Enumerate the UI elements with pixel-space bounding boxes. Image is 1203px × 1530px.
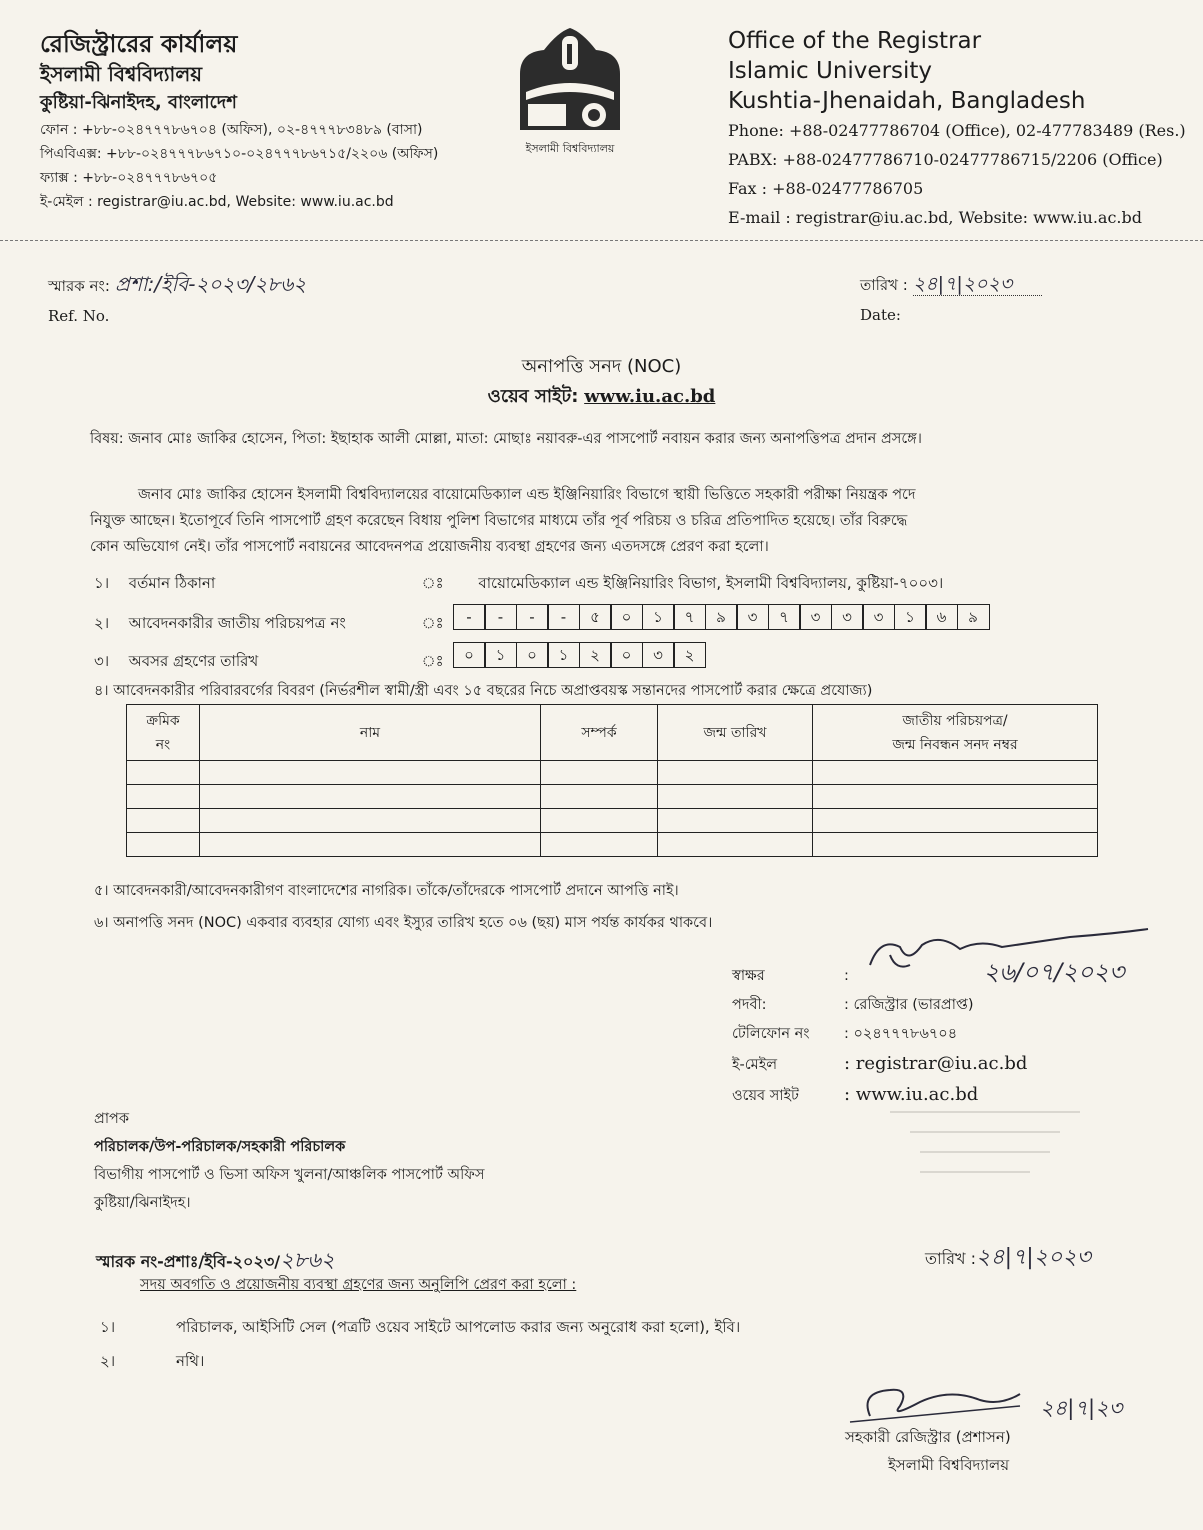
bn-office-title: রেজিস্ট্রারের কার্যালয়	[40, 30, 238, 58]
header-divider	[0, 240, 1203, 241]
body-line-3: কোন অভিযোগ নেই। তাঁর পাসপোর্ট নবায়নের আবেদনপত্র প্রয়োজনীয় ব্যবস্থা গ্রহণের জন্য এতদসঙ্গে প্রেরণ করা হলো।	[90, 539, 769, 555]
copy-item-2-number: ২।	[100, 1352, 116, 1370]
subject-line: বিষয়: জনাব মোঃ জাকির হোসেন, পিতা: ইছাহাক আলী মোল্লা, মাতা: মোছাঃ নয়াবরু-এর পাসপোর্ট নবায়ন করার জন্য অনাপত্তিপত্র প্রদান প্রসঙ্গে।	[90, 431, 922, 447]
col-serial-line-2: নং	[155, 736, 171, 753]
item-6: ৬। অনাপত্তি সনদ (NOC) একবার ব্যবহার যোগ্য এবং ইস্যুর তারিখ হতে ০৬ (ছয়) মাস পর্যন্ত কার্যকর থাকবে।	[94, 915, 713, 931]
nid-digit: ৭	[673, 604, 706, 630]
retire-digit: ১	[547, 642, 580, 668]
col-serial-line-1: ক্রমিক	[146, 712, 180, 729]
copy-item-2	[100, 1350, 204, 1375]
copy-item-1	[100, 1316, 740, 1341]
phone-label: টেলিফোন নং	[732, 1026, 810, 1042]
item-1-label: বর্তমান ঠিকানা	[128, 574, 216, 592]
col-nid-line-1: জাতীয় পরিচয়পত্র/	[902, 712, 1008, 729]
nid-digit: ১	[642, 604, 675, 630]
phone-value: : ০২৪৭৭৭৮৬৭০৪	[844, 1026, 958, 1042]
designation-row	[732, 991, 1125, 1020]
email-row	[732, 1049, 1125, 1080]
designation-value: : রেজিস্ট্রার (ভারপ্রাপ্ত)	[844, 997, 974, 1013]
ref-label-en: Ref. No.	[48, 307, 110, 325]
bn-fax: ফ্যাক্স : +৮৮-০২৪৭৭৭৮৬৭০৫	[40, 170, 218, 186]
date-value: ২৪|৭|২০২৩	[913, 273, 1042, 296]
col-serial	[127, 705, 200, 761]
en-pabx: PABX: +88-02477786710-02477786715/2206 (Office)	[728, 150, 1163, 169]
recipient-label: প্রাপক	[94, 1111, 130, 1127]
sig-date: ২৬/০৭/২০২৩	[983, 958, 1125, 986]
body-paragraph	[90, 482, 1180, 560]
item-2-colon: ঃ	[421, 614, 444, 632]
copy-ref-label: স্মারক নং-প্রশাঃ/ইবি-২০২৩/	[96, 1252, 281, 1271]
signature-info	[732, 958, 1125, 1111]
date-label-en: Date:	[860, 306, 901, 324]
copy-heading: সদয় অবগতি ও প্রয়োজনীয় ব্যবস্থা গ্রহণের জন্য অনুলিপি প্রেরণ করা হলো :	[140, 1277, 577, 1293]
body-line-2: নিযুক্ত আছেন। ইতোপূর্বে তিনি পাসপোর্ট গ্রহণ করেছেন বিধায় পুলিশ বিভাগের মাধ্যমে তাঁর পূর্ব পরিচয় ও চরিত্র প্রতিপাদিত হয়েছে। তাঁর বিরুদ্ধে	[90, 513, 908, 529]
nid-digit: ৭	[768, 604, 801, 630]
body-line-1: জনাব মোঃ জাকির হোসেন ইসলামী বিশ্ববিদ্যালয়ের বায়োমেডিক্যাল এন্ড ইঞ্জিনিয়ারিং বিভাগে স্থায়ী ভিত্তিতে সহকারী পরীক্ষা নিয়ন্ত্রক পদে	[138, 487, 916, 503]
retire-digit: ২	[579, 642, 612, 668]
email-value: : registrar@iu.ac.bd	[844, 1053, 1028, 1074]
ref-number: প্রশা:/ইবি-২০২৩/২৮৬২	[115, 272, 307, 296]
web-value: : www.iu.ac.bd	[844, 1084, 979, 1105]
signer-org: ইসলামী বিশ্ববিদ্যালয়	[888, 1456, 1010, 1474]
bn-university-name: ইসলামী বিশ্ববিদ্যালয়	[40, 62, 203, 86]
col-name: নাম	[200, 705, 541, 761]
item-3-label: অবসর গ্রহণের তারিখ	[128, 652, 259, 670]
retire-digit: ০	[610, 642, 643, 668]
retire-digit: ০	[453, 642, 486, 668]
item-2	[94, 612, 452, 637]
bn-location: কুষ্টিয়া-ঝিনাইদহ, বাংলাদেশ	[40, 92, 237, 113]
sig-label: স্বাক্ষর	[732, 968, 765, 984]
nid-digit: ৩	[736, 604, 769, 630]
designation-label: পদবী:	[732, 997, 767, 1013]
faint-seal-icon	[880, 1100, 1110, 1190]
col-relation: সম্পর্ক	[541, 705, 658, 761]
col-nid-line-2: জন্ম নিবন্ধন সনদ নম্বর	[892, 736, 1018, 753]
table-row	[127, 785, 1098, 809]
copy-item-2-text: নথি।	[176, 1352, 205, 1370]
en-office-title: Office of the Registrar	[728, 28, 982, 54]
bn-email: ই-মেইল : registrar@iu.ac.bd, Website: www.iu.ac.bd	[40, 194, 394, 210]
nid-digit: ৯	[957, 604, 990, 630]
header-english	[728, 26, 1186, 232]
copy-date-value: ২৪|৭|২০২৩	[976, 1245, 1091, 1270]
nid-digit: -	[547, 604, 580, 630]
item-3-colon: ঃ	[421, 652, 444, 670]
nid-digit: -	[484, 604, 517, 630]
nid-digit: ৫	[579, 604, 612, 630]
copy-item-1-number: ১।	[100, 1318, 116, 1336]
ref-block	[48, 270, 306, 325]
nid-digit: ৩	[862, 604, 895, 630]
noc-website	[0, 382, 1203, 413]
sig-row: স্বাক্ষর : ২৬/০৭/২০২৩	[732, 958, 1125, 991]
date-label-bn: তারিখ :	[860, 276, 908, 294]
copy-ref-number: ২৮৬২	[280, 1248, 335, 1272]
nid-digit: ৯	[705, 604, 738, 630]
en-university-name: Islamic University	[728, 58, 933, 84]
nid-digit: ৬	[925, 604, 958, 630]
item-4-heading: ৪। আবেদনকারীর পরিবারবর্গের বিবরণ (নির্ভরশীল স্বামী/স্ত্রী এবং ১৫ বছরের নিচে অপ্রাপ্তবয়স্ক সন্তানদের পাসপোর্ট করার ক্ষেত্রে প্রযোজ্য)	[94, 683, 873, 699]
assistant-registrar-signature	[830, 1372, 1030, 1428]
signer-title: সহকারী রেজিস্ট্রার (প্রশাসন)	[845, 1428, 1011, 1446]
nid-digit: ৩	[831, 604, 864, 630]
family-table	[126, 704, 1098, 857]
item-3	[94, 650, 452, 675]
email-label: ই-মেইল	[732, 1057, 778, 1073]
recipient-block	[94, 1105, 484, 1217]
logo-caption: ইসলামী বিশ্ববিদ্যালয়	[525, 142, 615, 155]
current-address: বায়োমেডিক্যাল এন্ড ইঞ্জিনিয়ারিং বিভাগ, ইসলামী বিশ্ববিদ্যালয়, কুষ্টিয়া-৭০০৩।	[478, 574, 944, 592]
nid-digit: ৩	[799, 604, 832, 630]
recipient-line-3: কুষ্টিয়া/ঝিনাইদহ।	[94, 1195, 191, 1211]
nid-digit: -	[516, 604, 549, 630]
item-2-number: ২।	[94, 614, 110, 632]
en-fax: Fax : +88-02477786705	[728, 179, 924, 198]
table-row	[127, 809, 1098, 833]
en-phone: Phone: +88-02477786704 (Office), 02-477783489 (Res.)	[728, 121, 1186, 140]
item-5: ৫। আবেদনকারী/আবেদনকারীগণ বাংলাদেশের নাগরিক। তাঁকে/তাঁদেরকে পাসপোর্ট প্রদানে আপত্তি নাই।	[94, 883, 679, 899]
item-1	[94, 572, 943, 597]
bn-pabx: পিএবিএক্স: +৮৮-০২৪৭৭৭৮৬৭১০-০২৪৭৭৭৮৬৭১৫/২২০৬ (অফিস)	[40, 146, 439, 162]
university-logo	[500, 22, 640, 162]
web-label: ওয়েব সাইট	[732, 1088, 799, 1104]
col-dob: জন্ম তারিখ	[658, 705, 813, 761]
copy-item-1-text: পরিচালক, আইসিটি সেল (পত্রটি ওয়েব সাইটে আপলোড করার জন্য অনুরোধ করা হলো), ইবি।	[176, 1318, 741, 1336]
ref-label-bn: স্মারক নং:	[48, 277, 110, 295]
header-bangla	[40, 28, 438, 214]
en-email: E-mail : registrar@iu.ac.bd, Website: www.iu.ac.bd	[728, 208, 1142, 227]
retire-digit: ৩	[642, 642, 675, 668]
nid-digit: ১	[894, 604, 927, 630]
item-3-number: ৩।	[94, 652, 110, 670]
nid-boxes	[454, 604, 990, 630]
retire-digit: ২	[673, 642, 706, 668]
retire-digit: ১	[484, 642, 517, 668]
copy-date-label: তারিখ :	[925, 1249, 977, 1268]
copy-date	[925, 1240, 1091, 1277]
table-row	[127, 761, 1098, 785]
bn-phone: ফোন : +৮৮-০২৪৭৭৭৮৬৭০৪ (অফিস), ০২-৪৭৭৭৮৩৪৮৯ (বাসা)	[40, 122, 423, 138]
family-table-header	[127, 705, 1098, 761]
item-1-colon: ঃ	[421, 574, 444, 592]
item-2-label: আবেদনকারীর জাতীয় পরিচয়পত্র নং	[128, 614, 346, 632]
website-url: www.iu.ac.bd	[584, 386, 716, 407]
col-nid	[813, 705, 1098, 761]
retire-digit: ০	[516, 642, 549, 668]
bottom-sign-date: ২৪|৭|২৩	[1040, 1396, 1123, 1420]
item-1-number: ১।	[94, 574, 110, 592]
nid-digit: -	[453, 604, 486, 630]
table-row	[127, 833, 1098, 857]
website-label: ওয়েব সাইট:	[487, 386, 579, 407]
noc-title: অনাপত্তি সনদ (NOC)	[521, 356, 682, 377]
recipient-line-2: বিভাগীয় পাসপোর্ট ও ভিসা অফিস খুলনা/আঞ্চলিক পাসপোর্ট অফিস	[94, 1167, 485, 1183]
recipient-line-1: পরিচালক/উপ-পরিচালক/সহকারী পরিচালক	[94, 1139, 346, 1155]
en-location: Kushtia-Jhenaidah, Bangladesh	[728, 88, 1086, 114]
date-block	[860, 270, 1042, 324]
nid-digit: ০	[610, 604, 643, 630]
phone-row	[732, 1020, 1125, 1049]
retirement-date-boxes	[454, 642, 706, 668]
